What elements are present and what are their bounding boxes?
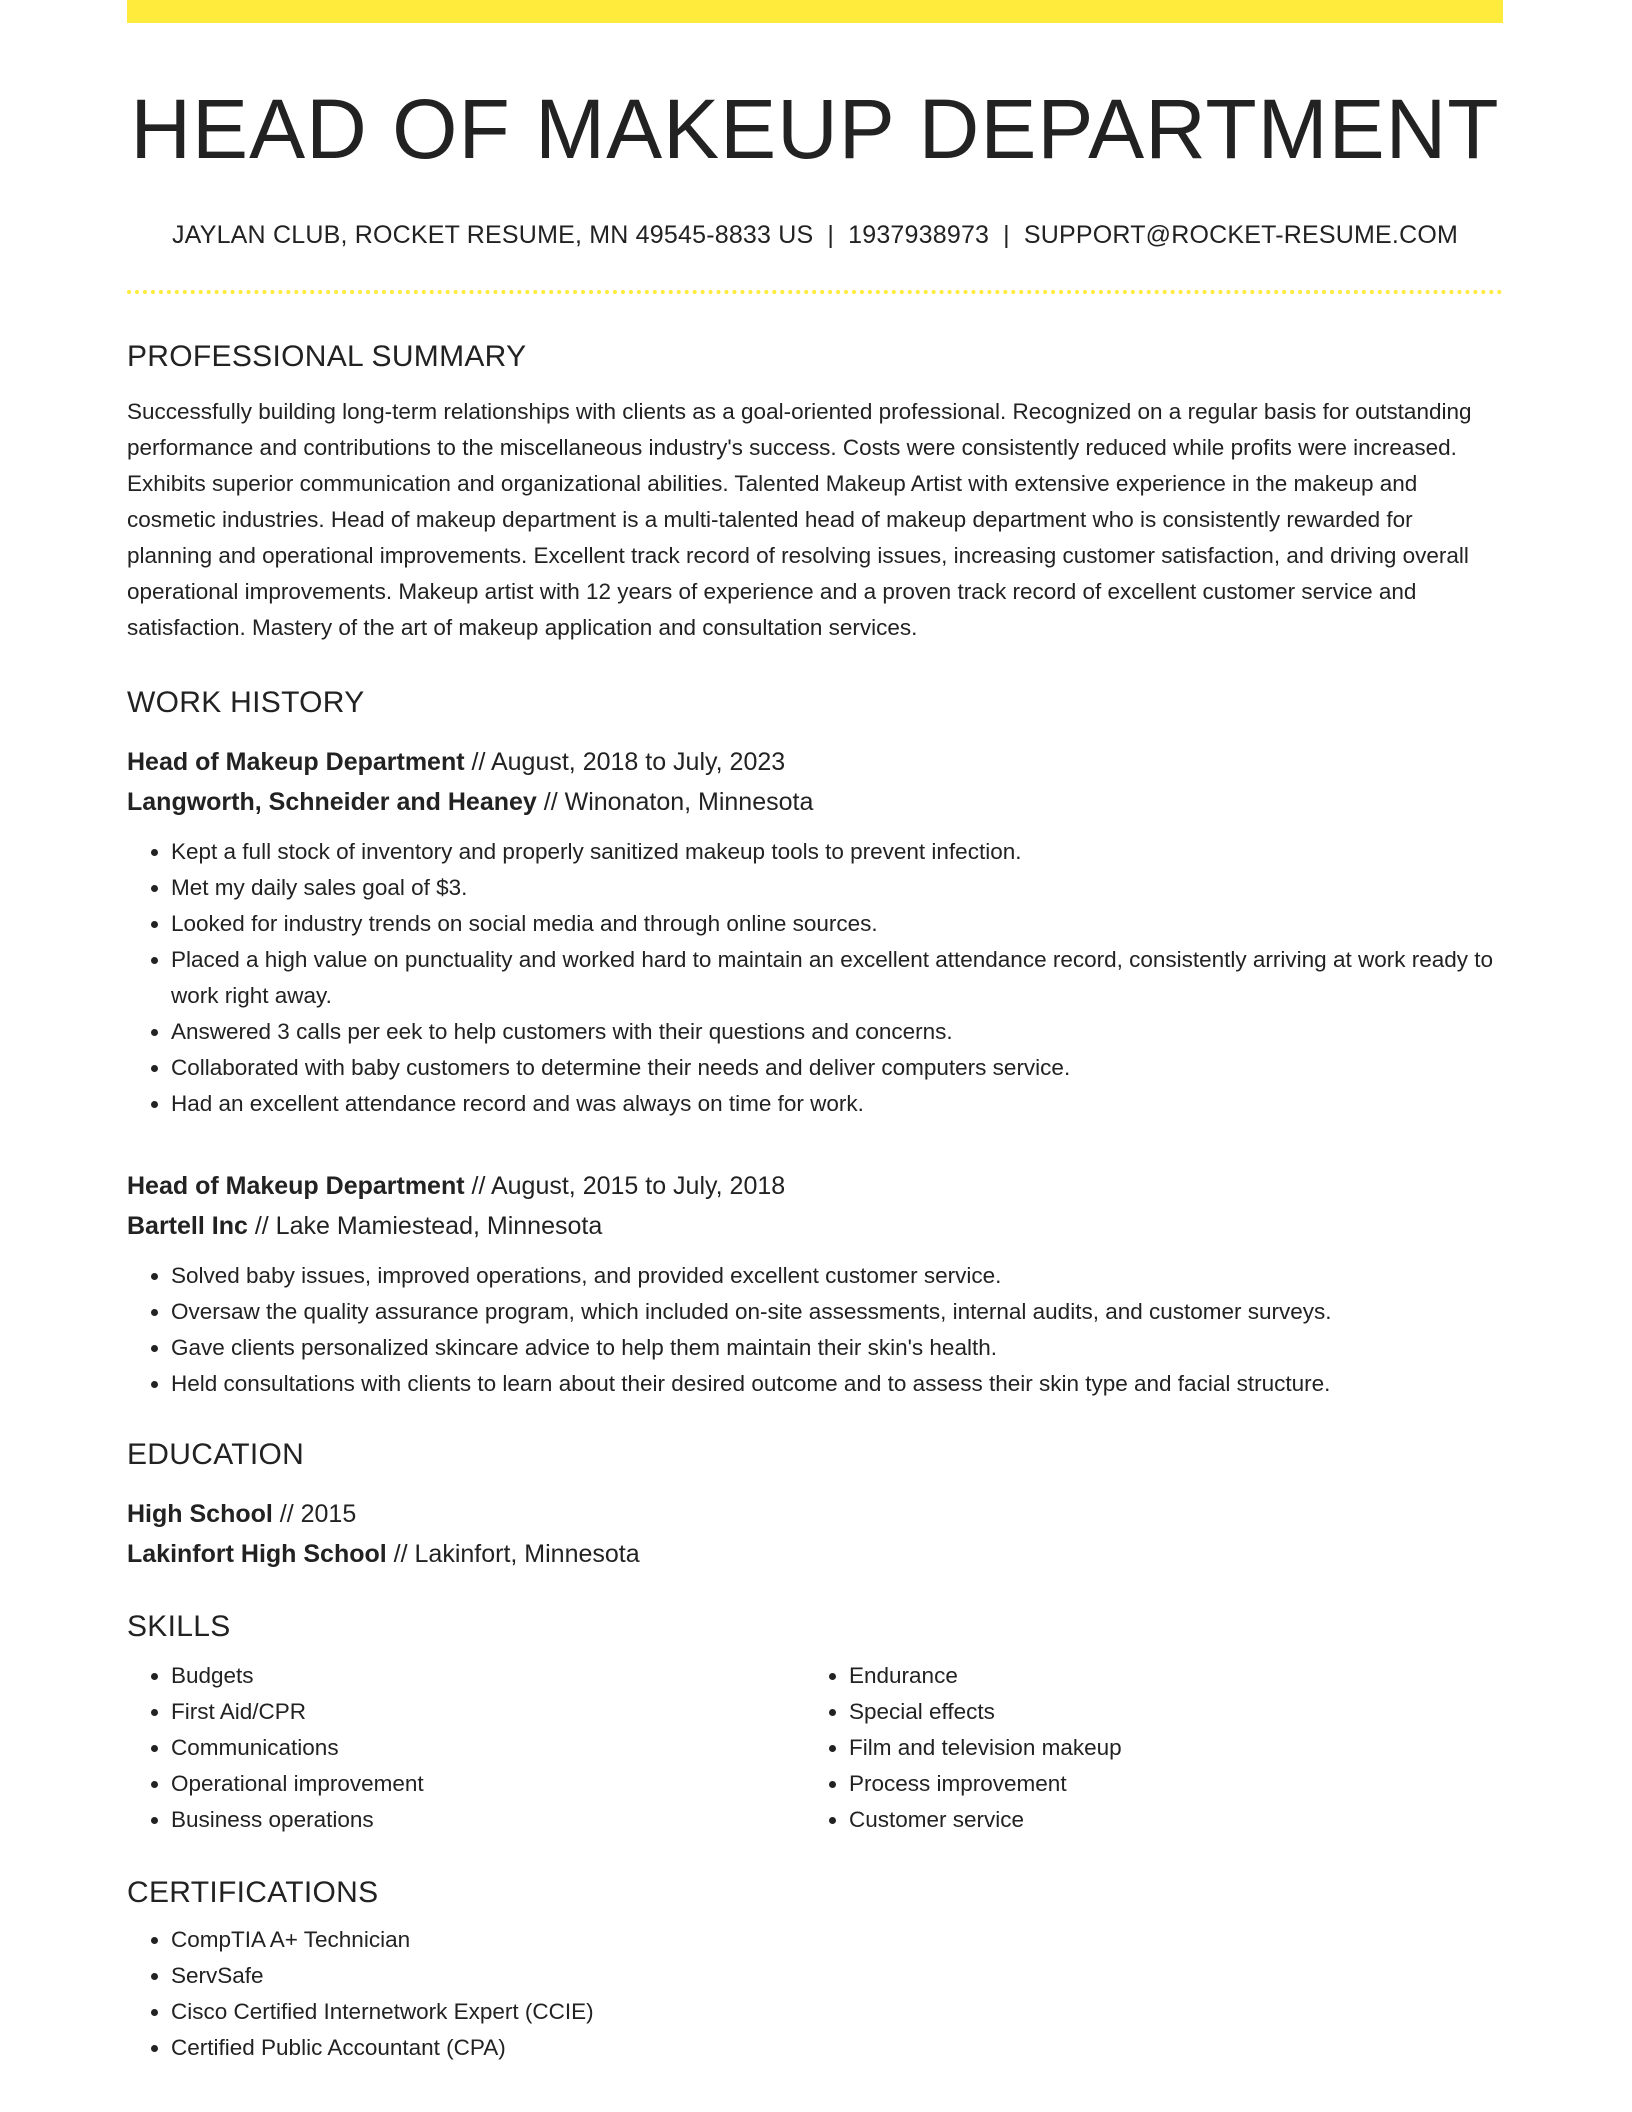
job-dates: // August, 2015 to July, 2018 (471, 1172, 786, 1201)
skills-right-column (805, 1658, 1483, 1838)
job-bullets (127, 1258, 1503, 1402)
skill-item: • First Aid/CPR (171, 1694, 805, 1730)
skills-left-column (127, 1658, 805, 1838)
contact-line (127, 221, 1503, 250)
skill-item: • Budgets (171, 1658, 805, 1694)
skills-grid (127, 1658, 1503, 1838)
list-item: • Had an excellent attendance record and was always on time for work. (171, 1086, 1503, 1122)
certification-item: • ServSafe (171, 1958, 1503, 1994)
list-item: • Solved baby issues, improved operations, and provided excellent customer service. (171, 1258, 1503, 1294)
list-item: • Placed a high value on punctuality and worked hard to maintain an excellent attendance record, consistently arriving at work ready to work right away. (171, 942, 1503, 1014)
summary-text: Successfully building long-term relationships with clients as a goal-oriented professional. Recognized on a regular basis for outstanding performance and contributions to the miscellaneous industry's success. Costs were consistently reduced while profits were increased. Exhibits superior communication and organizational abilities. Talented Makeup Artist with extensive experience in the makeup and cosmetic industries. Head of makeup department is a multi-talented head of makeup department who is consistently rewarded for planning and operational improvements. Excellent track record of resolving issues, increasing customer satisfaction, and driving overall operational improvements. Makeup artist with 12 years of experience and a proven track record of excellent customer service and satisfaction. Mastery of the art of makeup application and consultation services. (127, 399, 1472, 641)
skill-item: • Process improvement (849, 1766, 1483, 1802)
job-location: // Lake Mamiestead, Minnesota (254, 1212, 603, 1241)
job-entry (127, 1166, 1503, 1402)
certifications-list (127, 1922, 1503, 2066)
certification-item: • CompTIA A+ Technician (171, 1922, 1503, 1958)
work-history-heading: WORK HISTORY (127, 686, 365, 720)
education-degree-line (127, 1494, 1503, 1534)
skill-item: • Communications (171, 1730, 805, 1766)
skill-item: • Film and television makeup (849, 1730, 1483, 1766)
job-role: Head of Makeup Department (127, 1172, 465, 1201)
skill-item: • Customer service (849, 1802, 1483, 1838)
job-company-line (127, 1206, 1503, 1246)
job-bullets (127, 834, 1503, 1122)
skills-heading: SKILLS (127, 1610, 231, 1644)
job-location: // Winonaton, Minnesota (543, 788, 814, 817)
education-entry (127, 1494, 1503, 1574)
education-year: // 2015 (279, 1500, 357, 1529)
certifications-heading: CERTIFICATIONS (127, 1876, 379, 1910)
contact-email: SUPPORT@ROCKET-RESUME.COM (1023, 221, 1459, 250)
skill-item: • Special effects (849, 1694, 1483, 1730)
skill-item: • Endurance (849, 1658, 1483, 1694)
contact-separator: | (827, 221, 835, 250)
list-item: • Kept a full stock of inventory and properly sanitized makeup tools to prevent infection. (171, 834, 1503, 870)
contact-address: JAYLAN CLUB, ROCKET RESUME, MN 49545-8833 US (171, 221, 814, 250)
summary-heading: PROFESSIONAL SUMMARY (127, 340, 527, 374)
list-item: • Held consultations with clients to learn about their desired outcome and to assess their skin type and facial structure. (171, 1366, 1503, 1402)
job-role: Head of Makeup Department (127, 748, 465, 777)
education-school: Lakinfort High School (127, 1540, 387, 1569)
list-item: • Met my daily sales goal of $3. (171, 870, 1503, 906)
education-heading: EDUCATION (127, 1438, 305, 1472)
list-item: • Looked for industry trends on social media and through online sources. (171, 906, 1503, 942)
accent-top-bar (127, 0, 1503, 23)
education-school-line (127, 1534, 1503, 1574)
list-item: • Answered 3 calls per eek to help customers with their questions and concerns. (171, 1014, 1503, 1050)
list-item: • Oversaw the quality assurance program, which included on-site assessments, internal audits, and customer surveys. (171, 1294, 1503, 1330)
skill-item: • Operational improvement (171, 1766, 805, 1802)
job-dates: // August, 2018 to July, 2023 (471, 748, 786, 777)
certification-item: • Certified Public Accountant (CPA) (171, 2030, 1503, 2066)
job-company-line (127, 782, 1503, 822)
skill-item: • Business operations (171, 1802, 805, 1838)
job-company: Langworth, Schneider and Heaney (127, 788, 537, 817)
list-item: • Collaborated with baby customers to determine their needs and deliver computers service. (171, 1050, 1503, 1086)
job-company: Bartell Inc (127, 1212, 248, 1241)
job-role-line (127, 1166, 1503, 1206)
resume-title: HEAD OF MAKEUP DEPARTMENT (130, 82, 1500, 176)
list-item: • Gave clients personalized skincare advice to help them maintain their skin's health. (171, 1330, 1503, 1366)
job-role-line (127, 742, 1503, 782)
education-location: // Lakinfort, Minnesota (393, 1540, 640, 1569)
contact-phone: 1937938973 (848, 221, 990, 250)
dotted-divider (127, 290, 1503, 294)
contact-separator: | (1003, 221, 1010, 250)
resume-page (127, 0, 1503, 2066)
job-entry (127, 742, 1503, 1122)
education-degree: High School (127, 1500, 273, 1529)
certification-item: • Cisco Certified Internetwork Expert (CCIE) (171, 1994, 1503, 2030)
